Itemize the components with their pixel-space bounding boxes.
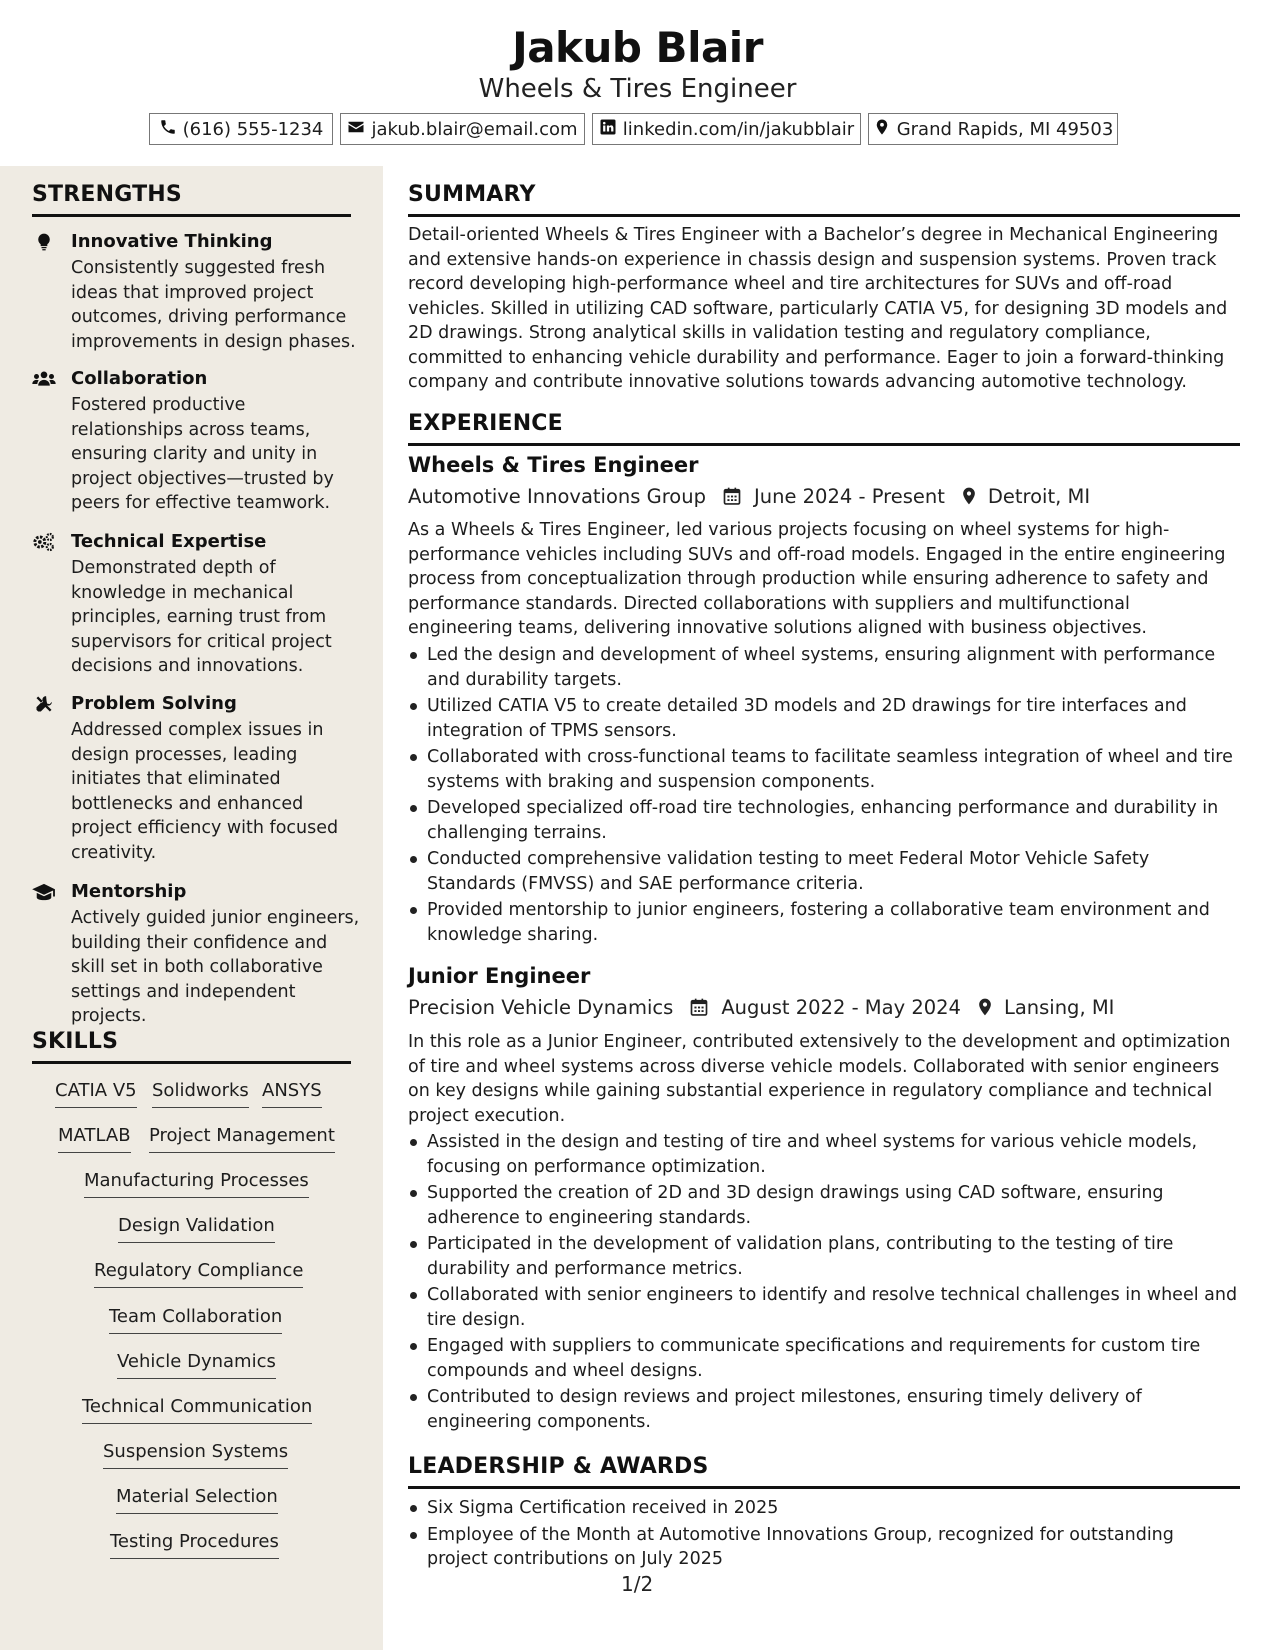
contact-phone-text: (616) 555-1234 — [182, 118, 324, 140]
list-item: Collaborated with senior engineers to identify and resolve technical challenges in wheel and tire design. — [408, 1283, 1240, 1332]
list-item: Developed specialized off-road tire technologies, enhancing performance and durability in challenging terrains. — [408, 796, 1240, 845]
list-item: Supported the creation of 2D and 3D design drawings using CAD software, ensuring adherence to engineering standards. — [408, 1181, 1240, 1230]
leadership-list — [408, 1496, 1240, 1574]
list-item: Engaged with suppliers to communicate specifications and requirements for custom tire compounds and wheel designs. — [408, 1334, 1240, 1383]
strength-item — [32, 692, 352, 867]
skill-tag: Suspension Systems — [103, 1439, 288, 1469]
strength-item — [32, 367, 352, 517]
list-item: Contributed to design reviews and project milestones, ensuring timely delivery of engineering components. — [408, 1385, 1240, 1434]
strength-title: Problem Solving — [71, 693, 237, 714]
job-location: Lansing, MI — [1003, 995, 1115, 1019]
summary-text: Detail-oriented Wheels & Tires Engineer with a Bachelor’s degree in Mechanical Engineering and extensive hands-on experience in chassis design and suspension systems. Proven track record developing high-performance wheel and tire architectures for SUVs and off-road vehicles. Skilled in utilizing CAD software, particularly CATIA V5, for designing 3D models and 2D drawings. Strong analytical skills in validation testing and regulatory compliance, committed to enhancing vehicle durability and performance. Eager to join a forward-thinking company and contribute innovative solutions towards advancing automotive technology. — [408, 225, 1228, 392]
contact-phone[interactable] — [149, 113, 333, 145]
job-company: Precision Vehicle Dynamics — [408, 995, 674, 1019]
calendar-icon — [689, 997, 709, 1017]
lightbulb-icon — [32, 232, 56, 254]
contact-email-text: jakub.blair@email.com — [371, 118, 578, 140]
job-dates: August 2022 - May 2024 — [721, 995, 961, 1019]
tools-icon — [32, 694, 56, 716]
list-item: Six Sigma Certification received in 2025 — [408, 1496, 1240, 1521]
job-description: In this role as a Junior Engineer, contributed extensively to the development and optimization of tire and wheel systems across diverse vehicle models. Collaborated with senior engineers on key designs while gaining substantial experience in regulatory compliance and technical project execution. — [408, 1032, 1231, 1126]
strengths-heading: STRENGTHS — [32, 181, 351, 217]
skill-tag: Material Selection — [116, 1484, 278, 1514]
candidate-title: Wheels & Tires Engineer — [478, 74, 797, 104]
map-pin-icon — [959, 486, 979, 506]
strength-description: Consistently suggested fresh ideas that improved project outcomes, driving performance improvements in design phases. — [71, 258, 356, 352]
job-meta — [408, 993, 1240, 1021]
strength-title: Innovative Thinking — [71, 231, 273, 252]
strength-description: Actively guided junior engineers, building their confidence and skill set in both collaborative settings and independent projects. — [71, 908, 360, 1026]
list-item: Conducted comprehensive validation testing to meet Federal Motor Vehicle Safety Standards (FMVSS) and SAE performance criteria. — [408, 847, 1240, 896]
contact-linkedin[interactable] — [592, 113, 861, 145]
job-role: Wheels & Tires Engineer — [408, 453, 699, 477]
job-meta — [408, 482, 1240, 510]
page-number: 1/2 — [621, 1572, 654, 1596]
skill-tag: Team Collaboration — [109, 1304, 282, 1334]
leadership-heading: LEADERSHIP & AWARDS — [408, 1453, 1240, 1489]
skill-tag: Solidworks — [152, 1078, 249, 1108]
contact-email[interactable] — [340, 113, 585, 145]
phone-icon — [159, 118, 177, 141]
graduation-cap-icon — [32, 882, 56, 904]
contact-linkedin-text: linkedin.com/in/jakubblair — [622, 118, 855, 140]
skill-tag: Vehicle Dynamics — [117, 1349, 276, 1379]
list-item: Participated in the development of validation plans, contributing to the testing of tire durability and performance metrics. — [408, 1232, 1240, 1281]
strength-title: Collaboration — [71, 368, 208, 389]
list-item: Led the design and development of wheel systems, ensuring alignment with performance and durability targets. — [408, 643, 1240, 692]
calendar-icon — [722, 486, 742, 506]
strength-description: Fostered productive relationships across teams, ensuring clarity and unity in project objectives—trusted by peers for effective teamwork. — [71, 395, 334, 513]
job-company: Automotive Innovations Group — [408, 484, 706, 508]
skill-tag: Design Validation — [118, 1213, 275, 1243]
skill-tag: Technical Communication — [82, 1394, 312, 1424]
map-pin-icon — [975, 997, 995, 1017]
users-icon — [32, 369, 56, 391]
job-location: Detroit, MI — [987, 484, 1091, 508]
strength-description: Demonstrated depth of knowledge in mechanical principles, earning trust from supervisors for critical project decisions and innovations. — [71, 558, 332, 676]
skill-tag: CATIA V5 — [55, 1078, 137, 1108]
contact-location — [868, 113, 1118, 145]
job-bullets — [408, 1130, 1240, 1436]
list-item: Assisted in the design and testing of tire and wheel systems for various vehicle models, focusing on performance optimization. — [408, 1130, 1240, 1179]
strength-item — [32, 230, 356, 354]
strength-description: Addressed complex issues in design processes, leading initiates that eliminated bottlenecks and enhanced project efficiency with focused creativity. — [71, 720, 339, 863]
map-pin-icon — [873, 118, 891, 141]
list-item: Provided mentorship to junior engineers, fostering a collaborative team environment and knowledge sharing. — [408, 898, 1240, 947]
strength-item — [32, 880, 360, 1026]
list-item: Utilized CATIA V5 to create detailed 3D models and 2D drawings for tire interfaces and integration of TPMS sensors. — [408, 694, 1240, 743]
gears-icon — [32, 532, 56, 554]
skill-tag: Testing Procedures — [110, 1529, 279, 1559]
skill-tag: MATLAB — [58, 1123, 131, 1153]
strength-title: Technical Expertise — [71, 531, 267, 552]
job-role: Junior Engineer — [408, 964, 591, 988]
strength-item — [32, 530, 352, 680]
contact-location-text: Grand Rapids, MI 49503 — [896, 118, 1114, 140]
list-item: Employee of the Month at Automotive Innovations Group, recognized for outstanding project contributions on July 2025 — [408, 1523, 1240, 1572]
envelope-icon — [347, 118, 365, 141]
contact-bar — [149, 113, 1149, 145]
skill-tag: Manufacturing Processes — [84, 1168, 309, 1198]
skill-tag: Regulatory Compliance — [94, 1258, 303, 1288]
skill-tag: Project Management — [149, 1123, 335, 1153]
summary-heading: SUMMARY — [408, 181, 1240, 217]
experience-heading: EXPERIENCE — [408, 410, 1240, 446]
job-description: As a Wheels & Tires Engineer, led various projects focusing on wheel systems for high-performance vehicles including SUVs and off-road models. Engaged in the entire engineering process from conceptualization through production while ensuring adherence to safety and performance standards. Directed collaborations with suppliers and multifunctional engineering teams, delivering innovative solutions aligned with business objectives. — [408, 520, 1226, 638]
candidate-name: Jakub Blair — [512, 23, 763, 72]
linkedin-icon — [599, 118, 617, 141]
skills-heading: SKILLS — [32, 1028, 351, 1064]
sidebar — [0, 166, 383, 1650]
job-dates: June 2024 - Present — [753, 484, 945, 508]
skill-tag: ANSYS — [262, 1078, 322, 1108]
strength-title: Mentorship — [71, 881, 187, 902]
job-bullets — [408, 643, 1240, 949]
list-item: Collaborated with cross-functional teams to facilitate seamless integration of wheel and tire systems with braking and suspension components. — [408, 745, 1240, 794]
